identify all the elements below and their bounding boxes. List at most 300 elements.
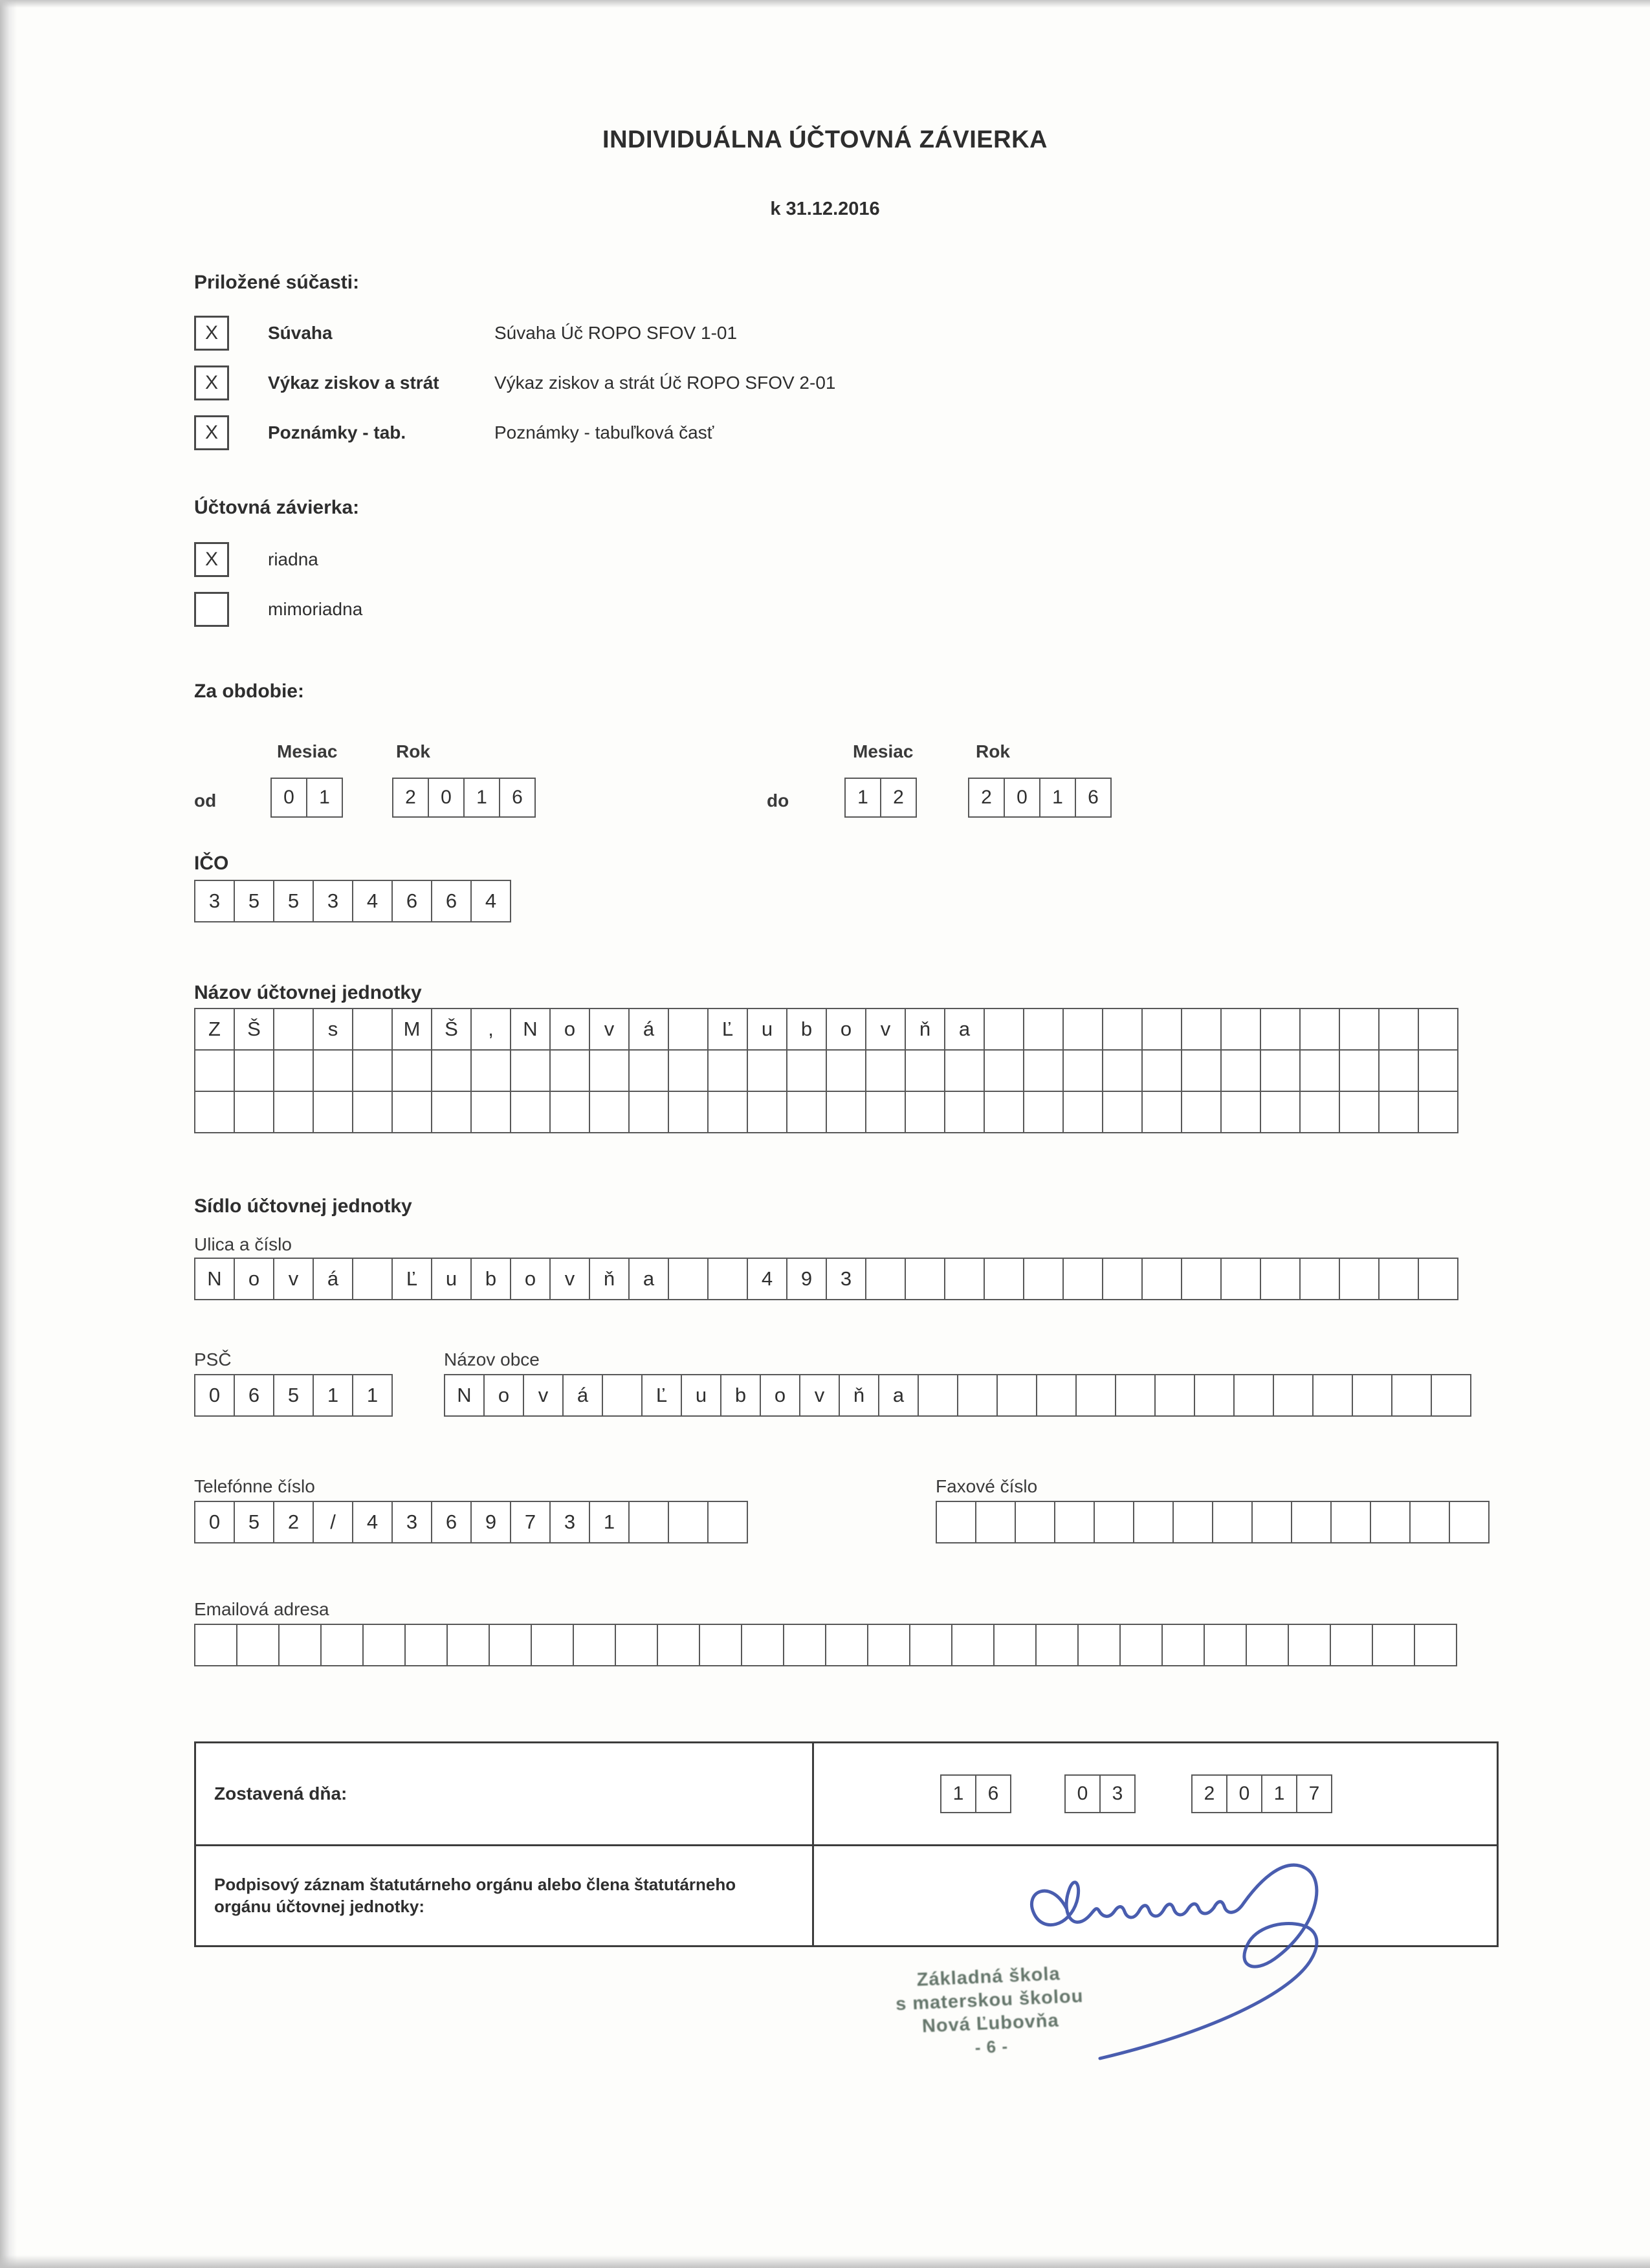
char-box — [573, 1624, 616, 1666]
char-box: 0 — [1064, 1774, 1101, 1813]
char-box — [234, 1091, 274, 1133]
period-to-year-label: Rok — [976, 741, 1010, 761]
char-box — [1260, 1091, 1301, 1133]
char-box — [944, 1258, 985, 1300]
char-box — [1299, 1008, 1340, 1051]
char-box — [1418, 1091, 1458, 1133]
char-box — [194, 1091, 235, 1133]
char-box: 9 — [786, 1258, 827, 1300]
char-box — [352, 1049, 393, 1092]
period-from-year-label: Rok — [396, 741, 430, 761]
char-box: ň — [589, 1258, 630, 1300]
char-box: 0 — [428, 778, 465, 818]
char-box — [865, 1091, 906, 1133]
char-box — [1418, 1049, 1458, 1092]
char-box: 6 — [499, 778, 536, 818]
psc-grid — [194, 1374, 393, 1417]
checkbox-riadna: X — [194, 542, 229, 577]
period-heading: Za obdobie: — [194, 681, 304, 702]
char-box: M — [391, 1008, 432, 1051]
char-box: 2 — [880, 778, 917, 818]
stamp-line-3: Nová Ľubovňa — [921, 2010, 1060, 2037]
char-box — [1181, 1049, 1222, 1092]
char-box — [1077, 1624, 1121, 1666]
period-from-month-label: Mesiac — [277, 741, 338, 761]
char-box — [431, 1091, 472, 1133]
char-box — [1036, 1374, 1077, 1417]
char-box — [549, 1091, 590, 1133]
char-box — [951, 1624, 995, 1666]
char-box: 2 — [968, 778, 1005, 818]
char-box — [707, 1049, 748, 1092]
char-box — [1220, 1258, 1261, 1300]
char-box: 1 — [940, 1774, 976, 1813]
char-box — [905, 1049, 945, 1092]
char-box: Š — [431, 1008, 472, 1051]
char-box: 7 — [1296, 1774, 1332, 1813]
char-box — [1115, 1374, 1156, 1417]
period-to-month-label: Mesiac — [853, 741, 914, 761]
char-box: 1 — [313, 1374, 353, 1417]
char-box — [918, 1374, 958, 1417]
char-box — [1119, 1624, 1163, 1666]
char-box — [1023, 1008, 1064, 1051]
form-date-subtitle: k 31.12.2016 — [770, 199, 880, 219]
char-box — [741, 1624, 784, 1666]
char-box: 3 — [549, 1501, 590, 1543]
char-box — [589, 1091, 630, 1133]
char-box — [1339, 1091, 1380, 1133]
char-box: 2 — [273, 1501, 314, 1543]
char-box: 6 — [975, 1774, 1011, 1813]
char-box: v — [549, 1258, 590, 1300]
char-box: Z — [194, 1008, 235, 1051]
char-box — [1378, 1049, 1419, 1092]
char-box: 3 — [194, 880, 235, 922]
school-stamp — [852, 1959, 1128, 2064]
checkbox-suvaha: X — [194, 316, 229, 351]
attachment-label-suvaha: Súvaha — [268, 323, 333, 343]
period-from-month-grid — [270, 778, 343, 818]
char-box — [236, 1624, 280, 1666]
char-box — [1330, 1624, 1373, 1666]
char-box — [628, 1049, 669, 1092]
char-box: v — [799, 1374, 840, 1417]
char-box: Ľ — [707, 1008, 748, 1051]
attachment-row-poznamky — [194, 415, 714, 450]
char-box: b — [470, 1258, 511, 1300]
char-box — [234, 1049, 274, 1092]
psc-label: PSČ — [194, 1349, 232, 1369]
char-box — [273, 1091, 314, 1133]
char-box: Ľ — [641, 1374, 682, 1417]
char-box — [1062, 1049, 1103, 1092]
char-box: / — [313, 1501, 353, 1543]
char-box — [1378, 1091, 1419, 1133]
char-box — [865, 1258, 906, 1300]
attachments-heading: Priložené súčasti: — [194, 272, 360, 293]
compiled-date-row — [196, 1743, 1497, 1844]
char-box — [944, 1049, 985, 1092]
char-box — [867, 1624, 910, 1666]
char-box — [668, 1049, 709, 1092]
char-box — [1418, 1008, 1458, 1051]
char-box: ň — [839, 1374, 879, 1417]
char-box — [1246, 1624, 1289, 1666]
char-box: 4 — [747, 1258, 787, 1300]
attachment-label-poznamky: Poznámky - tab. — [268, 422, 406, 442]
char-box — [1141, 1049, 1182, 1092]
char-box: o — [826, 1008, 866, 1051]
char-box — [1378, 1258, 1419, 1300]
char-box: N — [510, 1008, 551, 1051]
char-box — [786, 1091, 827, 1133]
period-from-label: od — [194, 791, 217, 811]
char-box — [510, 1091, 551, 1133]
char-box: v — [273, 1258, 314, 1300]
char-box — [984, 1008, 1024, 1051]
char-box — [747, 1049, 787, 1092]
signature-table — [194, 1741, 1499, 1947]
char-box: á — [562, 1374, 603, 1417]
char-box — [865, 1049, 906, 1092]
char-box — [470, 1049, 511, 1092]
char-box — [984, 1091, 1024, 1133]
char-box — [1339, 1008, 1380, 1051]
char-box — [489, 1624, 532, 1666]
street-grid — [194, 1258, 1458, 1300]
char-box: o — [234, 1258, 274, 1300]
char-box — [273, 1008, 314, 1051]
char-box — [1339, 1258, 1380, 1300]
char-box — [1023, 1258, 1064, 1300]
char-box — [825, 1624, 868, 1666]
char-box: 7 — [510, 1501, 551, 1543]
char-box — [1102, 1049, 1143, 1092]
char-box — [1233, 1374, 1274, 1417]
char-box — [984, 1258, 1024, 1300]
char-box — [984, 1049, 1024, 1092]
attachment-row-vykaz — [194, 365, 835, 400]
char-box: 3 — [826, 1258, 866, 1300]
char-box — [707, 1091, 748, 1133]
char-box — [1260, 1049, 1301, 1092]
email-label: Emailová adresa — [194, 1599, 329, 1619]
char-box — [1075, 1374, 1116, 1417]
char-box: N — [194, 1258, 235, 1300]
char-box — [707, 1501, 748, 1543]
statement-label-riadna: riadna — [268, 549, 318, 569]
fax-label: Faxové číslo — [936, 1476, 1038, 1496]
char-box — [993, 1624, 1037, 1666]
char-box: ň — [905, 1008, 945, 1051]
char-box: o — [483, 1374, 524, 1417]
char-box — [470, 1091, 511, 1133]
compiled-year-grid — [1191, 1774, 1332, 1813]
stamp-page-number: - 6 - — [974, 2036, 1009, 2058]
char-box — [628, 1501, 669, 1543]
char-box — [1378, 1008, 1419, 1051]
signature-row — [196, 1844, 1497, 1945]
char-box — [1204, 1624, 1247, 1666]
char-box — [549, 1049, 590, 1092]
ico-grid — [194, 880, 511, 922]
char-box — [1102, 1008, 1143, 1051]
char-box — [1172, 1501, 1213, 1543]
char-box — [313, 1091, 353, 1133]
char-box — [391, 1091, 432, 1133]
phone-grid — [194, 1501, 748, 1543]
char-box: á — [628, 1008, 669, 1051]
stamp-line-2: s materskou školou — [895, 1985, 1084, 2015]
char-box — [446, 1624, 490, 1666]
char-box — [786, 1049, 827, 1092]
char-box — [668, 1258, 709, 1300]
char-box: , — [470, 1008, 511, 1051]
char-box: 3 — [313, 880, 353, 922]
char-box — [1288, 1624, 1331, 1666]
town-label: Názov obce — [444, 1349, 540, 1369]
form-title: INDIVIDUÁLNA ÚČTOVNÁ ZÁVIERKA — [602, 126, 1048, 153]
char-box — [1370, 1501, 1411, 1543]
period-to-label: do — [767, 791, 789, 811]
statement-label-mimoriadna: mimoriadna — [268, 599, 363, 619]
char-box: Ľ — [391, 1258, 432, 1300]
char-box: o — [760, 1374, 800, 1417]
entity-name-row-2 — [194, 1049, 1458, 1092]
char-box: N — [444, 1374, 485, 1417]
char-box — [1449, 1501, 1490, 1543]
char-box: 9 — [470, 1501, 511, 1543]
period-from-year-grid — [392, 778, 536, 818]
checkbox-vykaz: X — [194, 365, 229, 400]
char-box — [1102, 1091, 1143, 1133]
char-box — [1352, 1374, 1392, 1417]
entity-name-row-1 — [194, 1008, 1458, 1051]
statement-row-riadna — [194, 542, 494, 577]
char-box — [1023, 1091, 1064, 1133]
scan-edge-top — [0, 0, 1650, 8]
char-box: 1 — [306, 778, 343, 818]
char-box: 5 — [234, 880, 274, 922]
char-box: u — [431, 1258, 472, 1300]
checkbox-mimoriadna — [194, 592, 229, 627]
char-box — [1154, 1374, 1195, 1417]
char-box: 2 — [392, 778, 429, 818]
char-box — [278, 1624, 322, 1666]
char-box: b — [786, 1008, 827, 1051]
char-box — [957, 1374, 998, 1417]
char-box — [1141, 1258, 1182, 1300]
char-box — [668, 1091, 709, 1133]
char-box — [1133, 1501, 1174, 1543]
phone-label: Telefónne číslo — [194, 1476, 315, 1496]
char-box — [431, 1049, 472, 1092]
char-box: s — [313, 1008, 353, 1051]
compiled-date-label: Zostavená dňa: — [196, 1743, 814, 1844]
char-box — [320, 1624, 364, 1666]
char-box — [1181, 1091, 1222, 1133]
char-box — [510, 1049, 551, 1092]
attachment-row-suvaha — [194, 316, 737, 351]
char-box — [1299, 1049, 1340, 1092]
char-box — [313, 1049, 353, 1092]
char-box — [352, 1258, 393, 1300]
char-box — [1291, 1501, 1332, 1543]
char-box — [194, 1049, 235, 1092]
char-box — [826, 1049, 866, 1092]
street-label: Ulica a číslo — [194, 1234, 292, 1254]
char-box — [707, 1258, 748, 1300]
char-box — [996, 1374, 1037, 1417]
char-box — [602, 1374, 643, 1417]
char-box: v — [589, 1008, 630, 1051]
char-box: 1 — [1039, 778, 1076, 818]
statement-heading: Účtovná závierka: — [194, 497, 360, 518]
char-box — [1141, 1091, 1182, 1133]
ico-label: IČO — [194, 853, 229, 874]
char-box — [1181, 1008, 1222, 1051]
char-box — [1299, 1091, 1340, 1133]
char-box: 2 — [1191, 1774, 1227, 1813]
char-box — [944, 1091, 985, 1133]
char-box — [1251, 1501, 1292, 1543]
scan-edge-left — [0, 0, 17, 2268]
char-box: v — [865, 1008, 906, 1051]
char-box — [273, 1049, 314, 1092]
char-box — [668, 1008, 709, 1051]
char-box — [1431, 1374, 1471, 1417]
char-box: 0 — [1004, 778, 1040, 818]
char-box — [1372, 1624, 1415, 1666]
char-box: 6 — [391, 880, 432, 922]
char-box — [1062, 1258, 1103, 1300]
char-box — [589, 1049, 630, 1092]
char-box — [404, 1624, 448, 1666]
char-box — [531, 1624, 574, 1666]
char-box: 3 — [1099, 1774, 1136, 1813]
char-box: 0 — [1226, 1774, 1262, 1813]
char-box — [194, 1624, 237, 1666]
char-box: u — [681, 1374, 721, 1417]
char-box — [905, 1258, 945, 1300]
char-box: 5 — [273, 1374, 314, 1417]
town-grid — [444, 1374, 1471, 1417]
char-box — [1062, 1091, 1103, 1133]
char-box: Š — [234, 1008, 274, 1051]
char-box: 1 — [844, 778, 881, 818]
entity-name-label: Názov účtovnej jednotky — [194, 982, 422, 1003]
char-box — [1330, 1501, 1371, 1543]
char-box: 5 — [234, 1501, 274, 1543]
statement-row-mimoriadna — [194, 592, 494, 627]
char-box: 3 — [391, 1501, 432, 1543]
attachment-desc-poznamky: Poznámky - tabuľková časť — [494, 422, 714, 442]
char-box: 4 — [352, 1501, 393, 1543]
char-box — [909, 1624, 952, 1666]
char-box: 1 — [463, 778, 500, 818]
char-box: a — [944, 1008, 985, 1051]
char-box — [936, 1501, 976, 1543]
fax-grid — [936, 1501, 1490, 1543]
attachment-desc-suvaha: Súvaha Úč ROPO SFOV 1-01 — [494, 323, 738, 343]
char-box: 1 — [352, 1374, 393, 1417]
compiled-month-grid — [1064, 1774, 1136, 1813]
char-box — [1220, 1008, 1261, 1051]
char-box: a — [878, 1374, 919, 1417]
char-box — [1054, 1501, 1095, 1543]
char-box — [391, 1049, 432, 1092]
char-box — [1273, 1374, 1314, 1417]
char-box — [1418, 1258, 1458, 1300]
char-box: u — [747, 1008, 787, 1051]
char-box — [1102, 1258, 1143, 1300]
char-box: 6 — [431, 880, 472, 922]
char-box: 0 — [270, 778, 307, 818]
char-box: 1 — [1261, 1774, 1297, 1813]
char-box: o — [510, 1258, 551, 1300]
char-box: b — [720, 1374, 761, 1417]
char-box — [1023, 1049, 1064, 1092]
char-box — [668, 1501, 709, 1543]
char-box: 1 — [589, 1501, 630, 1543]
char-box: a — [628, 1258, 669, 1300]
signature-label: Podpisový záznam štatutárneho orgánu alebo člena štatutárneho orgánu účtovnej jednotky: — [196, 1846, 814, 1945]
char-box — [1194, 1374, 1235, 1417]
char-box — [1062, 1008, 1103, 1051]
char-box — [1212, 1501, 1253, 1543]
compiled-date-cell — [814, 1743, 1497, 1844]
char-box — [747, 1091, 787, 1133]
char-box — [1260, 1258, 1301, 1300]
period-to-month-grid — [844, 778, 917, 818]
scan-edge-bottom — [0, 2255, 1650, 2268]
char-box — [699, 1624, 742, 1666]
period-to-year-grid — [968, 778, 1112, 818]
char-box — [362, 1624, 406, 1666]
char-box — [1035, 1624, 1079, 1666]
char-box: 0 — [194, 1501, 235, 1543]
char-box: á — [313, 1258, 353, 1300]
char-box: 4 — [352, 880, 393, 922]
char-box — [826, 1091, 866, 1133]
char-box — [615, 1624, 658, 1666]
entity-name-row-3 — [194, 1091, 1458, 1133]
char-box — [905, 1091, 945, 1133]
char-box: 6 — [234, 1374, 274, 1417]
char-box — [975, 1501, 1016, 1543]
char-box: 5 — [273, 880, 314, 922]
attachment-desc-vykaz: Výkaz ziskov a strát Úč ROPO SFOV 2-01 — [494, 373, 836, 393]
char-box — [1181, 1258, 1222, 1300]
char-box — [628, 1091, 669, 1133]
char-box — [1141, 1008, 1182, 1051]
char-box — [1260, 1008, 1301, 1051]
char-box — [1161, 1624, 1205, 1666]
char-box: 0 — [194, 1374, 235, 1417]
char-box — [1220, 1049, 1261, 1092]
char-box: v — [523, 1374, 564, 1417]
stamp-line-1: Základná škola — [916, 1963, 1061, 1990]
char-box — [1409, 1501, 1450, 1543]
address-heading: Sídlo účtovnej jednotky — [194, 1195, 412, 1217]
compiled-day-grid — [940, 1774, 1011, 1813]
char-box: 6 — [1075, 778, 1112, 818]
char-box — [352, 1091, 393, 1133]
char-box — [352, 1008, 393, 1051]
char-box — [1015, 1501, 1055, 1543]
char-box — [1339, 1049, 1380, 1092]
